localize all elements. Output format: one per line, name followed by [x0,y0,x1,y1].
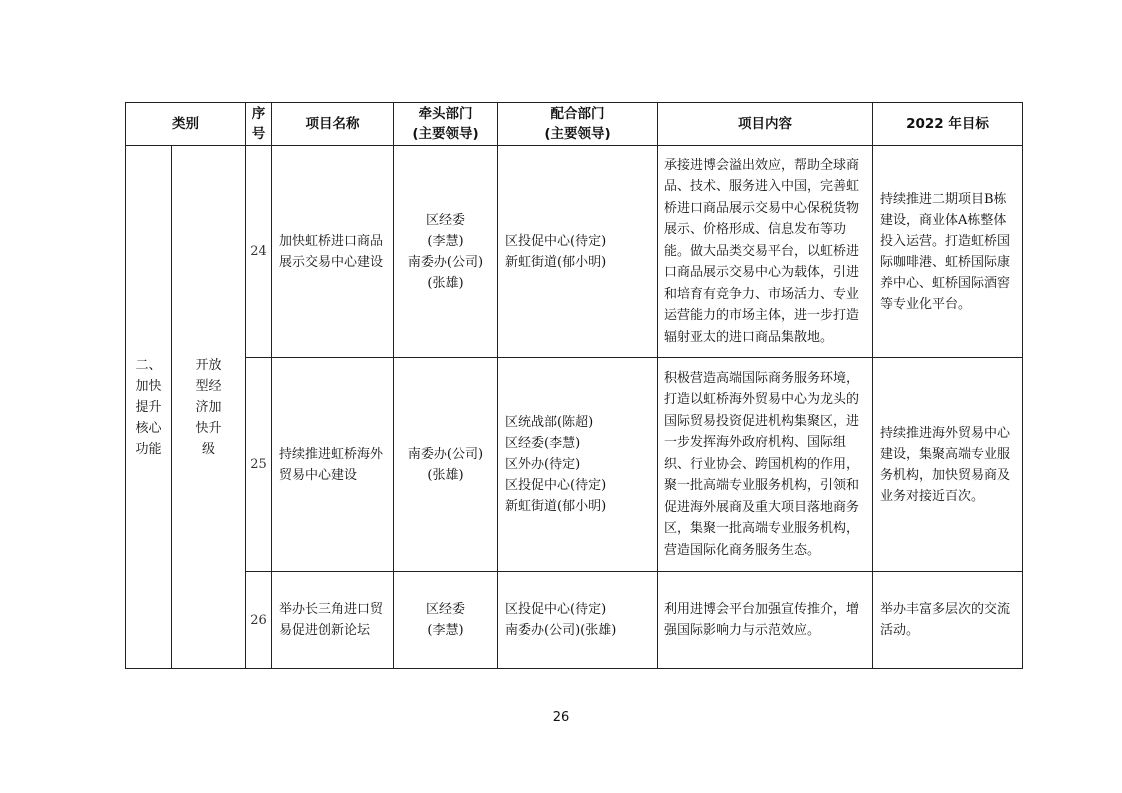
table-row [126,146,1023,358]
category-level1: 二、 加快 提升 核心 功能 [126,146,172,669]
row-seq: 26 [246,572,272,669]
header-project-name: 项目名称 [272,103,394,146]
row-lead-dept: 南委办(公司) (张雄) [394,358,498,572]
row-seq: 25 [246,358,272,572]
project-table [125,102,1023,669]
header-seq: 序 号 [246,103,272,146]
category-level2: 开放 型经 济加 快升 级 [172,146,246,669]
header-lead-dept: 牵头部门 (主要领导) [394,103,498,146]
row-content: 承接进博会溢出效应，帮助全球商品、技术、服务进入中国，完善虹桥进口商品展示交易中心保税货物展示、价格形成、信息发布等功能。做大品类交易平台，以虹桥进口商品展示交易中心为载体，引进和培育有竞争力、市场活力、专业运营能力的市场主体，进一步打造辐射亚太的进口商品集散地。 [658,146,873,358]
row-project-name: 加快虹桥进口商品展示交易中心建设 [272,146,394,358]
header-category: 类别 [126,103,246,146]
header-coop-dept: 配合部门 (主要领导) [498,103,658,146]
row-coop-dept: 区统战部(陈超) 区经委(李慧) 区外办(待定) 区投促中心(待定) 新虹街道(郁小明) [498,358,658,572]
header-target: 2022 年目标 [873,103,1023,146]
table-row [126,572,1023,669]
table-row [126,358,1023,572]
row-target: 持续推进二期项目B栋建设，商业体A栋整体投入运营。打造虹桥国际咖啡港、虹桥国际康养中心、虹桥国际酒窖等专业化平台。 [873,146,1023,358]
header-content: 项目内容 [658,103,873,146]
row-lead-dept: 区经委 (李慧) 南委办(公司) (张雄) [394,146,498,358]
row-project-name: 举办长三角进口贸易促进创新论坛 [272,572,394,669]
row-target: 持续推进海外贸易中心建设，集聚高端专业服务机构，加快贸易商及业务对接近百次。 [873,358,1023,572]
row-content: 积极营造高端国际商务服务环境，打造以虹桥海外贸易中心为龙头的国际贸易投资促进机构集聚区，进一步发挥海外政府机构、国际组织、行业协会、跨国机构的作用，聚一批高端专业服务机构，引领和促进海外展商及重大项目落地商务区，集聚一批高端专业服务机构，营造国际化商务服务生态。 [658,358,873,572]
row-content: 利用进博会平台加强宣传推介，增强国际影响力与示范效应。 [658,572,873,669]
row-project-name: 持续推进虹桥海外贸易中心建设 [272,358,394,572]
page-number: 26 [552,710,570,725]
row-seq: 24 [246,146,272,358]
row-lead-dept: 区经委 (李慧) [394,572,498,669]
table-header-row [126,103,1023,146]
row-coop-dept: 区投促中心(待定) 新虹街道(郁小明) [498,146,658,358]
row-coop-dept: 区投促中心(待定) 南委办(公司)(张雄) [498,572,658,669]
row-target: 举办丰富多层次的交流活动。 [873,572,1023,669]
